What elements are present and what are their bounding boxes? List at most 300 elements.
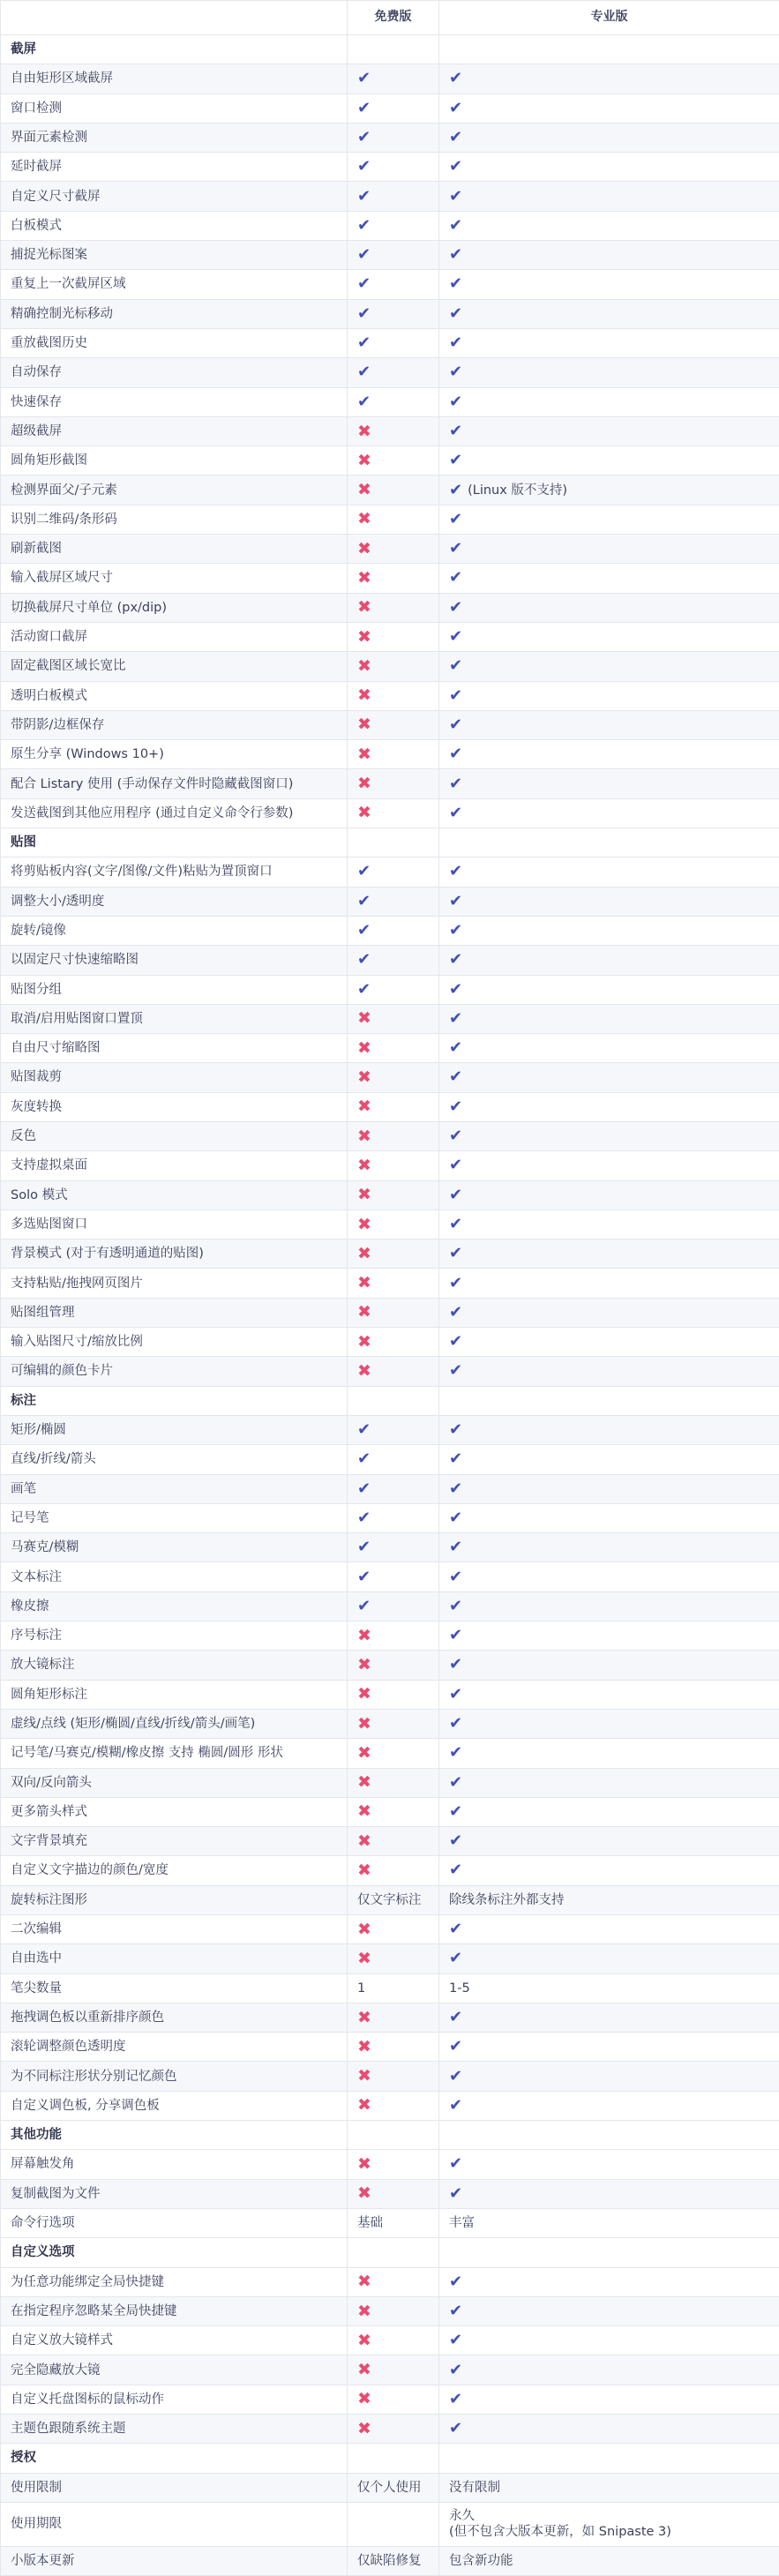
feature-name: 以固定尺寸快速缩略图	[1, 946, 348, 975]
free-value-cell	[348, 1709, 439, 1738]
feature-name: 捕捉光标图案	[1, 241, 348, 270]
feature-name: 贴图裁剪	[1, 1063, 348, 1092]
cross-icon: ✖	[357, 1803, 371, 1820]
table-row	[1, 2003, 779, 2032]
checkmark-icon: ✔	[449, 1775, 462, 1791]
pro-value-text: 没有限制	[449, 2481, 500, 2495]
table-row	[1, 1445, 779, 1474]
table-row	[1, 2355, 779, 2385]
section-empty-cell	[348, 35, 439, 64]
pro-value-cell	[439, 681, 779, 710]
pro-value-cell	[439, 1180, 779, 1209]
pro-value-cell	[439, 505, 779, 534]
feature-name: 拖拽调色板以重新排序颜色	[1, 2003, 348, 2032]
feature-name: 序号标注	[1, 1621, 348, 1651]
feature-name: 延时截屏	[1, 153, 348, 182]
pro-value-cell	[439, 2473, 779, 2502]
cross-icon: ✖	[357, 1862, 371, 1879]
checkmark-icon: ✔	[449, 247, 462, 263]
pro-value-cell	[439, 1004, 779, 1033]
checkmark-icon: ✔	[357, 982, 371, 998]
free-value-cell	[348, 2385, 439, 2414]
free-value-text: 1	[357, 1981, 365, 1996]
feature-name: 马赛克/模糊	[1, 1533, 348, 1562]
free-value-cell	[348, 1328, 439, 1357]
checkmark-icon: ✔	[357, 71, 371, 86]
checkmark-icon: ✔	[449, 2303, 462, 2319]
checkmark-icon: ✔	[449, 1510, 462, 1526]
section-title: 授权	[1, 2444, 348, 2473]
free-value-cell	[348, 769, 439, 798]
pro-value-cell	[439, 2062, 779, 2091]
pro-value-cell	[439, 593, 779, 622]
pro-value-cell	[439, 1269, 779, 1298]
free-value-cell	[348, 1562, 439, 1591]
free-value-cell	[348, 1944, 439, 1973]
pro-value-cell	[439, 1651, 779, 1680]
section-empty-cell	[348, 2444, 439, 2473]
pro-value-cell	[439, 358, 779, 387]
table-row	[1, 622, 779, 651]
checkmark-icon: ✔	[357, 1539, 371, 1555]
feature-name: 小版本更新	[1, 2546, 348, 2575]
pro-value-cell	[439, 1121, 779, 1150]
checkmark-icon: ✔	[357, 101, 371, 116]
cross-icon: ✖	[357, 1246, 371, 1262]
checkmark-icon: ✔	[449, 1276, 462, 1292]
table-row	[1, 2385, 779, 2414]
checkmark-icon: ✔	[449, 688, 462, 704]
pro-value-cell	[439, 798, 779, 827]
pro-value-cell	[439, 1562, 779, 1591]
checkmark-icon: ✔	[449, 1246, 462, 1262]
free-value-cell	[348, 798, 439, 827]
checkmark-icon: ✔	[449, 306, 462, 322]
cross-icon: ✖	[357, 687, 371, 704]
header-feature-cell	[1, 1, 348, 35]
table-row	[1, 710, 779, 739]
pro-value-cell	[439, 1151, 779, 1180]
feature-name: 旋转/镜像	[1, 916, 348, 945]
pro-value-cell	[439, 1591, 779, 1621]
feature-name: 复制截图为文件	[1, 2179, 348, 2208]
checkmark-icon: ✔	[449, 776, 462, 792]
feature-name: 自定义尺寸截屏	[1, 182, 348, 211]
cross-icon: ✖	[357, 570, 371, 587]
checkmark-icon: ✔	[449, 1687, 462, 1703]
free-value-cell	[348, 1239, 439, 1269]
feature-name: 使用限制	[1, 2473, 348, 2502]
feature-name: 记号笔/马赛克/模糊/橡皮擦 支持 椭圆/圆形 形状	[1, 1739, 348, 1768]
table-row	[1, 2473, 779, 2502]
checkmark-icon: ✔	[449, 2069, 462, 2085]
free-value-text: 仅文字标注	[357, 1893, 422, 1907]
checkmark-icon: ✔	[449, 1481, 462, 1497]
section-empty-cell	[439, 1386, 779, 1415]
feature-name: 命令行选项	[1, 2208, 348, 2237]
feature-name: 刷新截图	[1, 535, 348, 564]
table-row	[1, 1415, 779, 1444]
feature-name: 检测界面父/子元素	[1, 476, 348, 505]
feature-name: 配合 Listary 使用 (手动保存文件时隐藏截图窗口)	[1, 769, 348, 798]
pro-value-cell	[439, 94, 779, 123]
checkmark-icon: ✔	[357, 1599, 371, 1614]
cross-icon: ✖	[357, 746, 371, 763]
table-row	[1, 2033, 779, 2062]
free-value-cell	[348, 681, 439, 710]
free-value-cell	[348, 1121, 439, 1150]
table-row	[1, 182, 779, 211]
free-value-cell	[348, 2355, 439, 2385]
table-row	[1, 564, 779, 593]
checkmark-icon: ✔	[449, 1363, 462, 1379]
table-row	[1, 1739, 779, 1768]
feature-name: 透明白板模式	[1, 681, 348, 710]
free-value-cell	[348, 946, 439, 975]
header-free: 免费版	[348, 1, 439, 35]
free-value-cell	[348, 1445, 439, 1474]
cross-icon: ✖	[357, 805, 371, 821]
pro-value-cell	[439, 1474, 779, 1503]
pro-value-cell	[439, 270, 779, 299]
free-value-cell	[348, 2296, 439, 2325]
feature-name: 多选贴图窗口	[1, 1209, 348, 1239]
feature-name: 旋转标注图形	[1, 1885, 348, 1914]
pro-value-cell	[439, 2355, 779, 2385]
pro-value-subtext: (但不包含大版本更新，如 Snipaste 3)	[449, 2524, 769, 2540]
feature-name: 二次编辑	[1, 1915, 348, 1944]
table-row	[1, 1180, 779, 1209]
feature-name: 发送截图到其他应用程序 (通过自定义命令行参数)	[1, 798, 348, 827]
feature-name: 超级截屏	[1, 416, 348, 446]
checkmark-icon: ✔	[449, 600, 462, 616]
free-value-cell	[348, 535, 439, 564]
pro-value-cell	[439, 1063, 779, 1092]
pro-value-cell	[439, 946, 779, 975]
table-row	[1, 1768, 779, 1797]
pro-value-text: 包含新功能	[449, 2554, 513, 2568]
table-row	[1, 1533, 779, 1562]
cross-icon: ✖	[357, 599, 371, 616]
section-empty-cell	[439, 35, 779, 64]
checkmark-icon: ✔	[449, 746, 462, 762]
table-row	[1, 153, 779, 182]
checkmark-icon: ✔	[449, 2039, 462, 2055]
header-pro: 专业版	[439, 1, 779, 35]
free-value-cell	[348, 2150, 439, 2179]
pro-value-cell	[439, 2003, 779, 2032]
free-value-cell	[348, 652, 439, 681]
free-value-cell	[348, 1503, 439, 1532]
table-row	[1, 2062, 779, 2091]
cross-icon: ✖	[357, 1686, 371, 1703]
free-value-cell	[348, 64, 439, 94]
feature-name: 完全隐藏放大镜	[1, 2355, 348, 2385]
table-row	[1, 1121, 779, 1150]
table-row	[1, 1357, 779, 1386]
feature-name: 带阴影/边框保存	[1, 710, 348, 739]
feature-name: 橡皮擦	[1, 1591, 348, 1621]
free-value-cell	[348, 2033, 439, 2062]
checkmark-icon: ✔	[449, 1422, 462, 1438]
free-value-cell	[348, 1092, 439, 1121]
pro-value-cell	[439, 1209, 779, 1239]
feature-name: 在指定程序忽略某全局快捷键	[1, 2296, 348, 2325]
free-value-cell	[348, 622, 439, 651]
free-value-cell	[348, 416, 439, 446]
checkmark-icon: ✔	[449, 1628, 462, 1644]
feature-name: 直线/折线/箭头	[1, 1445, 348, 1474]
table-row	[1, 740, 779, 769]
pro-value-cell	[439, 1915, 779, 1944]
checkmark-icon: ✔	[449, 1040, 462, 1056]
pro-value-cell	[439, 1768, 779, 1797]
pro-value-cell	[439, 2208, 779, 2237]
checkmark-icon: ✔	[449, 952, 462, 968]
checkmark-icon: ✔	[449, 982, 462, 998]
pro-value-cell	[439, 1827, 779, 1856]
table-row	[1, 1885, 779, 1914]
section-empty-cell	[348, 828, 439, 857]
table-row	[1, 887, 779, 916]
checkmark-icon: ✔	[449, 159, 462, 175]
checkmark-icon: ✔	[449, 1099, 462, 1115]
pro-value-text: 永久	[449, 2508, 769, 2524]
free-value-text: 基础	[357, 2216, 383, 2230]
pro-value-cell	[439, 1797, 779, 1826]
section-header-row	[1, 2121, 779, 2150]
table-row	[1, 1034, 779, 1063]
feature-name: 自定义放大镜样式	[1, 2326, 348, 2355]
table-row	[1, 798, 779, 827]
pro-value-cell	[439, 1973, 779, 2003]
cross-icon: ✖	[357, 2156, 371, 2173]
free-value-cell	[348, 2091, 439, 2120]
checkmark-icon: ✔	[449, 1745, 462, 1761]
pro-value-text: 丰富	[449, 2216, 475, 2230]
feature-name: 屏幕触发角	[1, 2150, 348, 2179]
free-value-cell	[348, 1209, 439, 1239]
pro-value-cell	[439, 1885, 779, 1914]
feature-name: 主题色跟随系统主题	[1, 2415, 348, 2444]
table-row	[1, 2326, 779, 2355]
checkmark-icon: ✔	[449, 2363, 462, 2378]
checkmark-icon: ✔	[449, 1011, 462, 1027]
feature-name: 圆角矩形截图	[1, 446, 348, 476]
table-row	[1, 446, 779, 476]
feature-name: 窗口检测	[1, 94, 348, 123]
table-row	[1, 358, 779, 387]
checkmark-icon: ✔	[449, 1334, 462, 1350]
free-value-cell	[348, 2267, 439, 2296]
free-value-cell	[348, 182, 439, 211]
checkmark-icon: ✔	[449, 1862, 462, 1878]
free-value-cell	[348, 123, 439, 152]
free-value-cell	[348, 1151, 439, 1180]
pro-value-cell	[439, 710, 779, 739]
free-value-cell	[348, 2415, 439, 2444]
free-value-cell	[348, 564, 439, 593]
feature-name: 切换截屏尺寸单位 (px/dip)	[1, 593, 348, 622]
feature-name: 自由尺寸缩略图	[1, 1034, 348, 1063]
cross-icon: ✖	[357, 2185, 371, 2202]
checkmark-icon: ✔	[449, 541, 462, 557]
pro-value-cell	[439, 535, 779, 564]
checkmark-icon: ✔	[449, 658, 462, 674]
cross-icon: ✖	[357, 1833, 371, 1850]
cross-icon: ✖	[357, 658, 371, 675]
free-value-cell	[348, 2062, 439, 2091]
table-row	[1, 94, 779, 123]
table-row	[1, 1856, 779, 1885]
checkmark-icon: ✔	[449, 894, 462, 910]
cross-icon: ✖	[357, 1628, 371, 1644]
free-value-cell	[348, 153, 439, 182]
checkmark-icon: ✔	[449, 2274, 462, 2290]
checkmark-icon: ✔	[449, 276, 462, 292]
checkmark-icon: ✔	[449, 1305, 462, 1321]
free-value-text: 仅个人使用	[357, 2481, 422, 2495]
table-row	[1, 916, 779, 945]
checkmark-icon: ✔	[449, 570, 462, 586]
free-value-cell	[348, 1973, 439, 2003]
feature-name: 识别二维码/条形码	[1, 505, 348, 534]
feature-name: 自定义文字描边的颜色/宽度	[1, 1856, 348, 1885]
pro-value-cell	[439, 182, 779, 211]
feature-name: 贴图分组	[1, 975, 348, 1004]
pro-value-cell	[439, 622, 779, 651]
free-value-cell	[348, 887, 439, 916]
cross-icon: ✖	[357, 2421, 371, 2437]
checkmark-icon: ✔	[449, 71, 462, 86]
free-value-cell	[348, 975, 439, 1004]
pro-value-cell	[439, 299, 779, 328]
checkmark-icon: ✔	[357, 218, 371, 234]
checkmark-icon: ✔	[449, 717, 462, 733]
feature-name: 精确控制光标移动	[1, 299, 348, 328]
section-empty-cell	[439, 2238, 779, 2267]
pro-value-cell	[439, 446, 779, 476]
free-value-cell	[348, 1357, 439, 1386]
table-row	[1, 476, 779, 505]
free-value-cell	[348, 328, 439, 357]
feature-name: 反色	[1, 1121, 348, 1150]
table-row	[1, 1973, 779, 2003]
cross-icon: ✖	[357, 1040, 371, 1057]
checkmark-icon: ✔	[449, 189, 462, 205]
checkmark-icon: ✔	[357, 1569, 371, 1585]
checkmark-icon: ✔	[357, 364, 371, 380]
free-value-cell	[348, 2179, 439, 2208]
feature-name: 自由选中	[1, 1944, 348, 1973]
pro-value-cell	[439, 123, 779, 152]
feature-name: 将剪贴板内容(文字/图像/文件)粘贴为置顶窗口	[1, 857, 348, 887]
checkmark-icon: ✔	[449, 1599, 462, 1614]
pro-value-cell	[439, 887, 779, 916]
checkmark-icon: ✔	[449, 1951, 462, 1966]
pro-value-cell	[439, 1034, 779, 1063]
pro-value-text: 1-5	[449, 1981, 470, 1996]
free-value-cell	[348, 211, 439, 240]
pro-value-cell	[439, 975, 779, 1004]
checkmark-icon: ✔	[449, 218, 462, 234]
pro-value-cell	[439, 564, 779, 593]
cross-icon: ✖	[357, 2068, 371, 2085]
table-row	[1, 1328, 779, 1357]
pro-value-cell	[439, 476, 779, 505]
free-value-cell	[348, 1298, 439, 1327]
free-value-cell	[348, 2326, 439, 2355]
cross-icon: ✖	[357, 1128, 371, 1145]
feature-name: 为任意功能绑定全局快捷键	[1, 2267, 348, 2296]
pro-value-cell	[439, 2033, 779, 2062]
feature-name: 滚轮调整颜色透明度	[1, 2033, 348, 2062]
pro-value-cell	[439, 2267, 779, 2296]
checkmark-icon: ✔	[357, 923, 371, 939]
checkmark-icon: ✔	[449, 923, 462, 939]
cross-icon: ✖	[357, 541, 371, 558]
checkmark-icon: ✔	[449, 2333, 462, 2348]
checkmark-icon: ✔	[449, 2421, 462, 2437]
pro-value-cell	[439, 64, 779, 94]
pro-value-cell	[439, 1503, 779, 1532]
free-value-cell	[348, 1885, 439, 1914]
cross-icon: ✖	[357, 629, 371, 646]
free-value-cell	[348, 1474, 439, 1503]
free-value-cell	[348, 270, 439, 299]
checkmark-icon: ✔	[357, 247, 371, 263]
table-row	[1, 1004, 779, 1033]
cross-icon: ✖	[357, 2362, 371, 2378]
cross-icon: ✖	[357, 1217, 371, 1233]
table-row	[1, 505, 779, 534]
cross-icon: ✖	[357, 775, 371, 792]
pro-value-cell	[439, 1739, 779, 1768]
checkmark-icon: ✔	[449, 1539, 462, 1555]
cross-icon: ✖	[357, 1187, 371, 1203]
table-row	[1, 1063, 779, 1092]
cross-icon: ✖	[357, 1921, 371, 1938]
feature-name: 矩形/椭圆	[1, 1415, 348, 1444]
table-row	[1, 2415, 779, 2444]
free-value-cell	[348, 1739, 439, 1768]
pro-value-cell	[439, 2091, 779, 2120]
free-value-cell	[348, 2502, 439, 2546]
checkmark-icon: ✔	[449, 101, 462, 116]
free-value-cell	[348, 1680, 439, 1709]
table-row	[1, 1503, 779, 1532]
feature-name: 背景模式 (对于有透明通道的贴图)	[1, 1239, 348, 1269]
table-row	[1, 64, 779, 94]
section-header-row	[1, 1386, 779, 1415]
checkmark-icon: ✔	[357, 276, 371, 292]
free-value-cell	[348, 1651, 439, 1680]
cross-icon: ✖	[357, 1363, 371, 1380]
feature-name: 圆角矩形标注	[1, 1680, 348, 1709]
free-value-cell	[348, 1621, 439, 1651]
feature-name: 自由矩形区域截屏	[1, 64, 348, 94]
feature-name: 画笔	[1, 1474, 348, 1503]
cross-icon: ✖	[357, 1951, 371, 1967]
table-row	[1, 2208, 779, 2237]
checkmark-icon: ✔	[449, 1657, 462, 1673]
pro-value-cell	[439, 387, 779, 416]
section-title: 其他功能	[1, 2121, 348, 2150]
pro-value-cell	[439, 857, 779, 887]
feature-name: 贴图组管理	[1, 1298, 348, 1327]
table-row	[1, 2502, 779, 2546]
table-header	[1, 1, 779, 35]
